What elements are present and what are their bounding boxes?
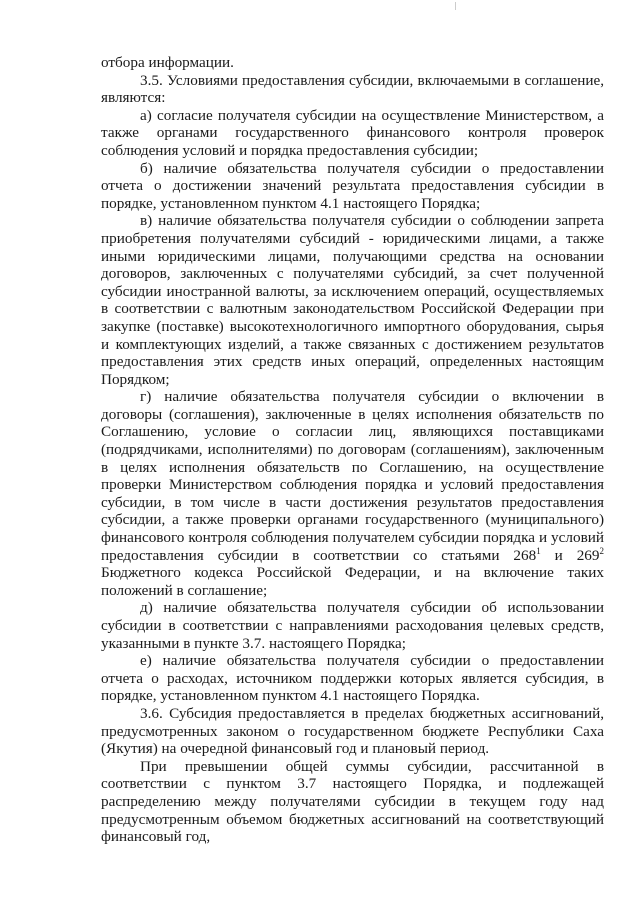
item-e: е) наличие обязательства получателя субсидии о предоставлении отчета о расходах, источником поддержки которых является субсидия, в порядке, установленном пунктом 4.1 настоящего Порядка.	[101, 652, 604, 705]
continuation-text: отбора информации.	[101, 54, 234, 71]
section-3-5-intro: 3.5. Условиями предоставления субсидии, включаемыми в соглашение, являются:	[101, 71, 604, 107]
superscript-2: 2	[599, 545, 604, 556]
item-a: а) согласие получателя субсидии на осуществление Министерством, а также органами государственного финансового контроля проверок соблюдения условий и порядка предоставления субсидии;	[101, 106, 604, 159]
section-3-6-continuation: При превышении общей суммы субсидии, рассчитанной в соответствии с пунктом 3.7 настоящего Порядка, и подлежащей распределению между получателями субсидии в текущем году над предусмотренным объемом бюджетных ассигнований на соответствующий финансовый год,	[101, 757, 604, 846]
item-g-text-1: г) наличие обязательства получателя субсидии о включении в договоры (соглашения), заключенные в целях исполнения обязательств по Соглашению, условие о согласии лиц, являющихся поставщиками (подрядчиками, исполнителями) по договорам (соглашениям), заключенным в целях исполнения обязательств по Соглашению, на осуществление проверки Министерством соблюдения порядка и условий предоставления субсидии, в том числе в части достижения результатов предоставления субсидии, а также проверки органами государственного (муниципального) финансового контроля соблюдения получателем субсидии порядка и условий предоставления субсидии в соответствии со статьями 268	[101, 388, 604, 564]
scan-speck	[455, 2, 456, 10]
item-g	[101, 388, 604, 599]
item-v: в) наличие обязательства получателя субсидии о соблюдении запрета приобретения получателями субсидий - юридическими лицами, а также иными юридическими лицами, получающими средства на основании договоров, заключенных с получателями субсидий, за счет полученной субсидии иностранной валюты, за исключением операций, осуществляемых в соответствии с валютным законодательством Российской Федерации при закупке (поставке) высокотехнологичного импортного оборудования, сырья и комплектующих изделий, а также связанных с достижением результатов предоставления этих средств иных операций, определенных настоящим Порядком;	[101, 212, 604, 388]
document-page	[101, 54, 604, 846]
superscript-1: 1	[536, 545, 541, 556]
item-b: б) наличие обязательства получателя субсидии о предоставлении отчета о достижении значений результата предоставления субсидии в порядке, установленном пунктом 4.1 настоящего Порядка;	[101, 159, 604, 212]
item-d: д) наличие обязательства получателя субсидии об использовании субсидии в соответствии с направлениями расходования целевых средств, указанными в пункте 3.7. настоящего Порядка;	[101, 599, 604, 652]
item-g-text-2: и 269	[540, 546, 600, 564]
item-g-text-3: Бюджетного кодекса Российской Федерации, и на включение таких положений в соглашение;	[101, 564, 604, 599]
section-3-6: 3.6. Субсидия предоставляется в пределах бюджетных ассигнований, предусмотренных законом о государственном бюджете Республики Саха (Якутия) на очередной финансовый год и плановый период.	[101, 704, 604, 758]
